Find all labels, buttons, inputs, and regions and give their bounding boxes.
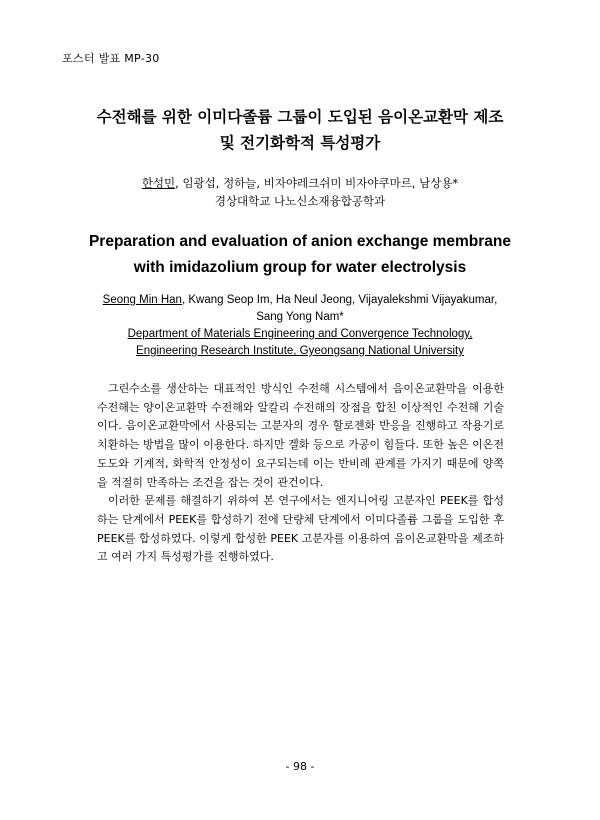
english-title [40, 229, 560, 281]
korean-author-list [40, 174, 560, 192]
korean-authors [40, 174, 560, 210]
english-affiliation-line2: Engineering Research Institute, Gyeongsang National University [136, 345, 464, 357]
korean-title-line2: 및 전기화학적 특성평가 [219, 134, 381, 152]
page-number: - 98 - [285, 760, 315, 773]
english-presenter: Seong Min Han [102, 294, 182, 306]
english-authors [60, 292, 540, 360]
korean-presenter: 한성민 [141, 176, 176, 190]
session-label: 포스터 발표 MP-30 [62, 52, 160, 65]
english-coauthors-line2: Sang Yong Nam* [256, 311, 344, 323]
abstract-paragraph-1: 그린수소를 생산하는 대표적인 방식인 수전해 시스템에서 음이온교환막을 이용한 수전해는 양이온교환막 수전해와 알칼리 수전해의 장점을 합친 이상적인 수전해 기술이다. 음이온교환막에서 사용되는 고분자의 경우 할로젠화 반응을 진행하고 작용기로 치환하는 방법을 많이 이용한다. 하지만 겔화 등으로 가공이 힘들다. 또한 높은 이온전도도와 기계적, 화학적 안정성이 요구되는데 이는 반비례 관계를 가지기 때문에 양쪽을 적절히 만족하는 조건을 잡는 것이 관건이다. [97, 382, 504, 489]
abstract [97, 380, 504, 567]
korean-coauthors: , 임광섭, 정하늘, 비자야레크쉬미 비자야쿠마르, 남상용* [175, 176, 459, 190]
abstract-paragraph-2: 이러한 문제를 해결하기 위하여 본 연구에서는 엔지니어링 고분자인 PEEK를 합성하는 단계에서 PEEK를 합성하기 전에 단량체 단계에서 이미다졸륨 그룹을 도입한 후 PEEK를 합성하였다. 이렇게 합성한 PEEK 고분자를 이용하여 음이온교환막을 제조하고 여러 가지 특성평가를 진행하였다. [97, 494, 504, 564]
english-coauthors-line1: , Kwang Seop Im, Ha Neul Jeong, Vijayalekshmi Vijayakumar, [181, 294, 498, 306]
korean-title-line1: 수전해를 위한 이미다졸륨 그룹이 도입된 음이온교환막 제조 [96, 108, 504, 126]
english-author-list [60, 292, 540, 309]
korean-affiliation: 경상대학교 나노신소재융합공학과 [214, 194, 386, 208]
korean-title [40, 104, 560, 156]
english-title-line1: Preparation and evaluation of anion exchange membrane [88, 233, 512, 250]
english-affiliation-line1: Department of Materials Engineering and Convergence Technology, [127, 328, 473, 340]
english-title-line2: with imidazolium group for water electrolysis [133, 259, 467, 276]
